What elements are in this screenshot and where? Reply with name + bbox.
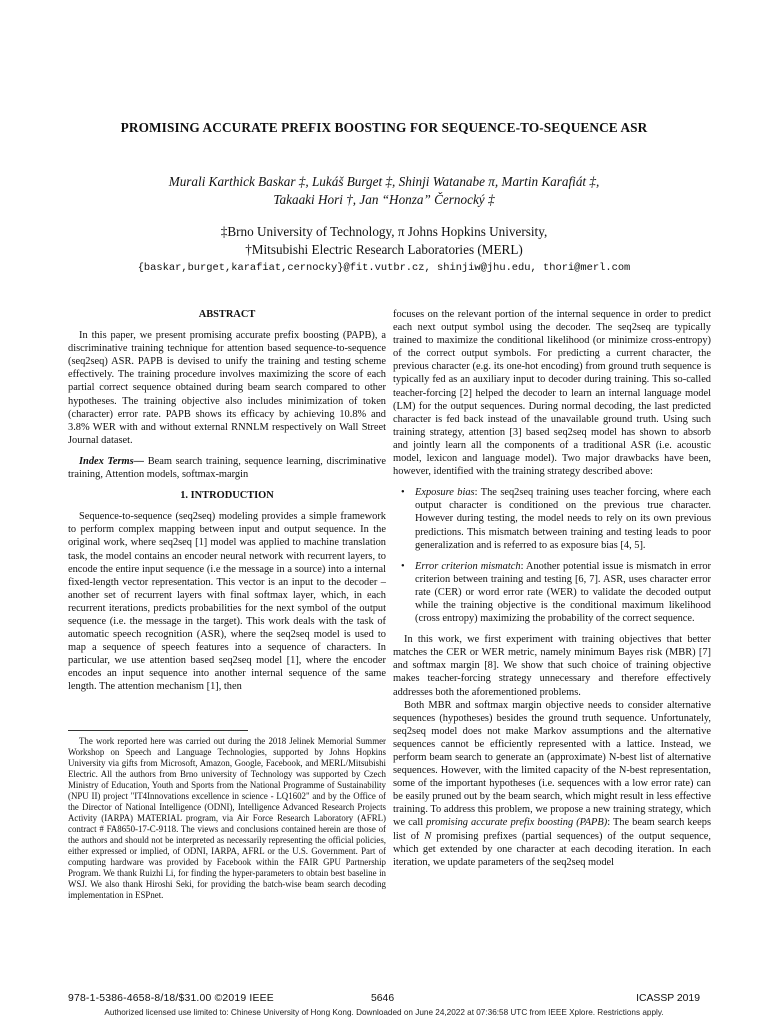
license-notice: Authorized licensed use limited to: Chinese University of Hong Kong. Downloaded on June 24,2022 at 07:36:58 UTC from IEEE Xplore. Restrictions apply.	[104, 1008, 664, 1017]
footnote	[68, 736, 386, 901]
paper-title: PROMISING ACCURATE PREFIX BOOSTING FOR SEQUENCE-TO-SEQUENCE ASR	[120, 120, 648, 135]
bullet-2-label: Error criterion mismatch	[415, 560, 521, 572]
introduction-paragraph-1: Sequence-to-sequence (seq2seq) modeling provides a simple framework to perform complex mapping between input and output sequence. In the original work, where seq2seq [1] model was applied to machine translation task, the model contains an encoder neural network with recurrent layers, to encode the entire input sequence (i.e the message in a source) into a internal fixed-length vector representation. This vector is an input to the decoder – another set of recurrent layers with final softmax layer, which, in each recurrent iterations, predicts probabilities for the next symbol of the output sequence (i.e. the message in the target). This work deals with the task of automatic speech recognition (ASR), where the seq2seq model is used to map a sequence of speech features into a sequence of characters. In particular, we use attention based seq2seq model [1], where the encoder encodes an input sequence into another internal sequence of the same length. The attention mechanism [1], then	[68, 511, 386, 693]
affiliation-line-2: †Mitsubishi Electric Research Laboratories (MERL)	[245, 242, 523, 257]
introduction-heading: 1. INTRODUCTION	[180, 490, 274, 502]
bullet-icon: •	[401, 560, 405, 572]
papb-term: promising accurate prefix boosting (PAPB)	[426, 817, 608, 829]
n-symbol: N	[424, 830, 432, 842]
author-emails: {baskar,burget,karafiat,cernocky}@fit.vutbr.cz, shinjiw@jhu.edu, thori@merl.com	[137, 262, 631, 274]
affiliation-line-1: ‡Brno University of Technology, π Johns Hopkins University,	[220, 224, 548, 239]
footnote-text: The work reported here was carried out during the 2018 Jelinek Memorial Summer Workshop on Speech and Language Technologies, supported by Johns Hopkins University via gifts from Microsoft, Amazon, Google, Facebook, and MERL/Mitsubishi Electric. All the authors from Brno university of Technology was supported by Czech Ministry of Education, Youth and Sports from the National Programme of Sustainability (NPU II) project "IT4Innovations excellence in science - LQ1602" and by the Office of the Director of National Intelligence (ODNI), Intelligence Advanced Research Projects Activity (IARPA) MATERIAL program, via Air Force Research Laboratory (AFRL) contract # FA8650-17-C-9118. The views and conclusions contained herein are those of the authors and should not be interpreted as necessarily representing the official policies, either expressed or implied, of ODNI, IARPA, AFRL or the U.S. Government. Part of computing hardware was provided by Facebook within the FAIR GPU Partnership Program. We thank Ruizhi Li, for finding the hyper-parameters to obtain best baseline in WSJ. We also thank Hiroshi Seki, for providing the batch-wise beam search decoding implementation in ESPnet.	[68, 736, 386, 900]
bullet-1-label: Exposure bias	[415, 487, 475, 499]
index-terms-text: Beam search training, sequence learning, discriminative training, Attention models, softmax-margin	[68, 455, 386, 481]
page-number: 5646	[371, 993, 395, 1004]
para-3-part-b: : The beam search keeps list of	[393, 817, 711, 842]
right-paragraph-1: focuses on the relevant portion of the internal sequence in order to predict each next output symbol using the decoder. The seq2seq are typically trained to maximize the conditional likelihood (or minimize cross-entropy) of the correct output symbols. For predicting a current character, the previous character (e.g. its one-hot encoding) from ground truth sequence is typically fed as an auxiliary input to decoder during training. This so-called teacher-forcing [2] helped the decoder to learn an internal language model (LM) for the output sequences. During normal decoding, the last predicted character is fed back instead of the unavailable ground truth. Using such training strategy, attention [3] based seq2seq model has shown to absorb and jointly learn all the components of a traditional ASR (i.e. acoustic model, lexicon and language model). Two major drawbacks have been, however, identified with the training strategy described above:	[393, 309, 711, 478]
bullet-1-text: : The seq2seq training uses teacher forcing, where each output character is conditioned on the previous true character. However during testing, the model needs to rely on its own previous predictions. This mismatch between training and testing leads to poor generalization and is referred to as exposure bias [4, 5].	[415, 487, 711, 551]
right-column	[393, 308, 711, 869]
right-paragraph-2: In this work, we first experiment with training objectives that better matches the CER or WER metric, namely minimum Bayes risk (MBR) [7] and softmax margin [8]. We show that such choice of training objective makes teacher-forcing strategy unnecessary and therefore effectively addresses both the aforementioned problems.	[393, 634, 711, 698]
bullet-icon: •	[401, 487, 405, 499]
footnote-divider	[68, 730, 248, 731]
list-item	[393, 560, 711, 625]
index-terms	[68, 455, 386, 481]
right-paragraph-3	[393, 699, 711, 869]
list-item	[393, 486, 711, 551]
conference-name: ICASSP 2019	[636, 993, 700, 1004]
abstract-text: In this paper, we present promising accurate prefix boosting (PAPB), a discriminative training technique for attention based sequence-to-sequence (seq2seq) ASR. PAPB is devised to unify the training and testing scheme effectively. The training procedure involves maximizing the score of each partial correct sequence obtained during beam search compared to other hypotheses. The training objective also includes minimization of token (character) error rate. PAPB shows its efficacy by achieving 10.8% and 3.8% WER with and without external RNNLM respectively on Wall Street Journal dataset.	[68, 330, 386, 446]
bullet-2-text: : Another potential issue is mismatch in error criterion between training and testing [6, 7]. ASR, uses character error rate (CER) or word error rate (WER) to validate the decoded output while the training objective is the conditional maximum likelihood (cross entropy) maximizing the probability of the correct sequence.	[415, 560, 711, 625]
drawback-list	[393, 486, 711, 625]
left-column	[68, 308, 386, 694]
abstract-heading: ABSTRACT	[198, 309, 256, 320]
para-3-part-a: Both MBR and softmax margin objective needs to consider alternative sequences (hypotheses) besides the ground truth sequence. Unfortunately, seq2seq model does not make Markov assumptions and the alternative sequences cannot be efficiently represented with a lattice. Instead, we perform beam search to generate an (approximate) N-best list of alternative sequences. However, with the limited capacity of the N-best representation, some of the important hypotheses (i.e. sequences with a low error rate) can be easily pruned out by the beam search, which might result in less effective training. To address this problem, we propose a new training strategy, which we call	[393, 699, 711, 829]
author-list-line-1: Murali Karthick Baskar ‡, Lukáš Burget ‡, Shinji Watanabe π, Martin Karafiát ‡,	[168, 174, 600, 189]
index-terms-label: Index Terms—	[79, 455, 145, 467]
author-list-line-2: Takaaki Hori †, Jan “Honza” Černocký ‡	[273, 192, 495, 207]
para-3-part-c: promising prefixes (partial sequences) of the output sequence, which get extended by one character at each decoding iteration. In each iteration, we update parameters of the seq2seq model	[393, 830, 711, 868]
copyright-isbn: 978-1-5386-4658-8/18/$31.00 ©2019 IEEE	[68, 993, 274, 1004]
